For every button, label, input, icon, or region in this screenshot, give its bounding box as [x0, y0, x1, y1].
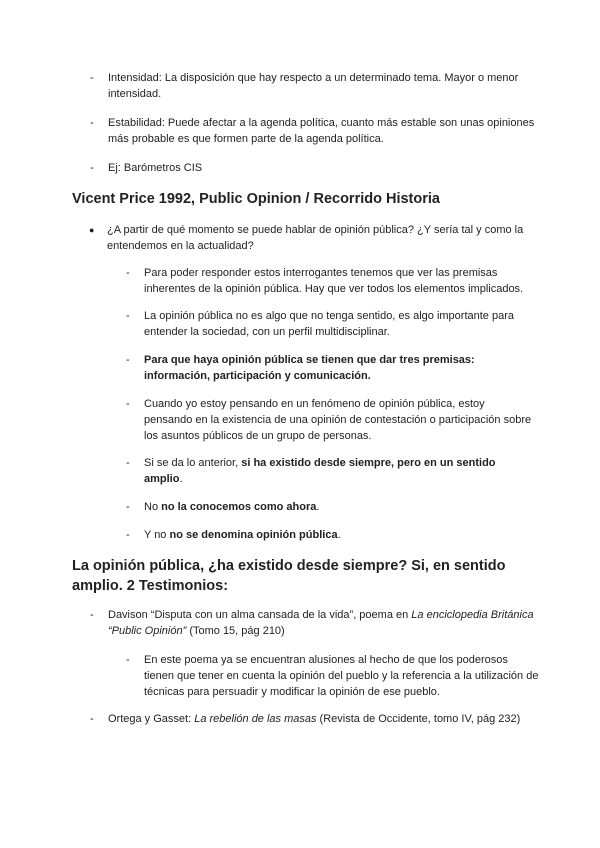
bold-run: no la conocemos como ahora [161, 501, 317, 513]
list-item-davison [108, 607, 538, 639]
list-bullet: ● [89, 225, 95, 235]
list-dash: - [90, 162, 94, 174]
bold-run: si ha existido desde siempre, pero en un sentido amplio [144, 457, 496, 485]
list-item-ortega [108, 711, 548, 727]
text-run: (Tomo 15, pág 210) [186, 625, 285, 637]
list-dash: - [90, 72, 94, 84]
text-run: No [144, 501, 162, 513]
list-item-ejemplo: Ej: Barómetros CIS [108, 162, 203, 174]
list-dash: - [90, 609, 94, 621]
subitem-desde-siempre [144, 455, 534, 487]
subitem-no-conocemos [144, 499, 534, 515]
list-dash: - [126, 398, 130, 410]
subitem-tres-premisas: Para que haya opinión pública se tienen que dar tres premisas: información, participación y comunicación. [144, 354, 475, 382]
list-dash: - [90, 117, 94, 129]
list-dash: - [126, 354, 130, 366]
list-dash: - [126, 654, 130, 666]
italic-run: La enciclopedia Británica “Public Opinión” [108, 609, 534, 637]
subitem-no-denomina [144, 527, 534, 543]
text-run: (Revista de Occidente, tomo IV, pág 232) [316, 713, 521, 725]
text-run: Ortega y Gasset: [108, 713, 195, 725]
subitem-premisas-inherentes: Para poder responder estos interrogantes tenemos que ver las premisas inherentes de la opinión pública. Hay que ver todos los elementos implicados. [144, 267, 524, 295]
italic-run: La rebelión de las masas [194, 713, 317, 725]
text-run: . [179, 473, 183, 485]
list-item-intensidad: Intensidad: La disposición que hay respecto a un determinado tema. Mayor o menor intensidad. [108, 72, 519, 100]
section-heading-testimonios: La opinión pública, ¿ha existido desde siempre? Si, en sentido amplio. 2 Testimonios: [72, 558, 506, 594]
text-run: Davison “Disputa con un alma cansada de la vida”, poema en [108, 609, 412, 621]
list-dash: - [126, 457, 130, 469]
text-run: Y no [144, 529, 170, 541]
list-dash: - [126, 310, 130, 322]
list-dash: - [126, 501, 130, 513]
list-dash: - [126, 267, 130, 279]
bullet-question: ¿A partir de qué momento se puede hablar de opinión pública? ¿Y sería tal y como la entendemos en la actualidad? [107, 224, 524, 252]
text-run: . [337, 529, 341, 541]
list-dash: - [126, 529, 130, 541]
list-dash: - [90, 713, 94, 725]
list-item-estabilidad: Estabilidad: Puede afectar a la agenda política, cuanto más estable son unas opiniones más probable es que formen parte de la agenda política. [108, 117, 535, 145]
text-run: Si se da lo anterior, [144, 457, 242, 469]
subitem-poema: En este poema ya se encuentran alusiones al hecho de que los poderosos tienen que tener en cuenta la opinión del pueblo y la referencia a la utilización de técnicas para persuadir y modificar la opinión de ese pueblo. [144, 654, 539, 698]
subitem-sentido: La opinión pública no es algo que no tenga sentido, es algo importante para entender la sociedad, con un perfil multidisciplinar. [144, 310, 514, 338]
bold-run: no se denomina opinión pública [169, 529, 338, 541]
section-heading-price: Vicent Price 1992, Public Opinion / Recorrido Historia [72, 191, 440, 207]
subitem-fenomeno: Cuando yo estoy pensando en un fenómeno de opinión pública, estoy pensando en la existencia de una opinión de contestación o participación sobre los asuntos públicos de un grupo de personas. [144, 398, 532, 442]
text-run: . [316, 501, 320, 513]
